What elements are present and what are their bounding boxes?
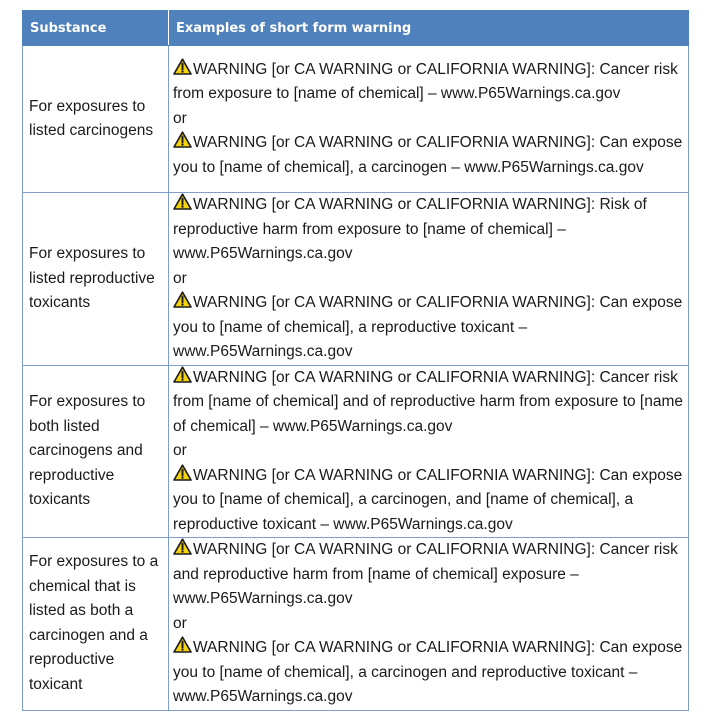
table-row — [23, 365, 689, 538]
examples-cell — [169, 538, 689, 711]
warning-example — [173, 636, 684, 710]
substance-cell: For exposures to both listed carcinogens and reproductive toxicants — [23, 365, 169, 538]
warning-triangle-icon — [173, 366, 192, 383]
warning-example — [173, 58, 684, 107]
warning-text: WARNING [or CA WARNING or CALIFORNIA WARNING]: Can expose you to [name of chemical], a carcinogen and reproductive toxicant – www.P65Warnings.ca.gov — [173, 639, 683, 705]
table-header-row — [23, 11, 689, 46]
warning-triangle-icon — [173, 131, 192, 148]
or-connector: or — [173, 614, 187, 632]
or-connector: or — [173, 442, 187, 459]
header-examples: Examples of short form warning — [169, 11, 689, 46]
table-row — [23, 46, 689, 193]
warning-text: WARNING [or CA WARNING or CALIFORNIA WARNING]: Cancer risk from [name of chemical] and of reproductive harm from exposure to [name of chemical] – www.P65Warnings.ca.gov — [173, 368, 684, 435]
warning-example — [173, 366, 684, 440]
short-form-warning-table — [22, 10, 689, 711]
or-connector: or — [173, 109, 187, 127]
warning-text: WARNING [or CA WARNING or CALIFORNIA WARNING]: Cancer risk and reproductive harm from [name of chemical] exposure – www.P65Warnings.ca.gov — [173, 541, 678, 607]
substance-cell: For exposures to a chemical that is listed as both a carcinogen and a reproductive toxicant — [23, 538, 169, 711]
warnings-table-container — [22, 10, 688, 711]
table-row — [23, 538, 689, 711]
table-row — [23, 193, 689, 366]
examples-cell — [169, 365, 689, 538]
warning-triangle-icon — [173, 636, 192, 653]
warning-triangle-icon — [173, 464, 192, 481]
warning-example — [173, 538, 684, 612]
warning-text: WARNING [or CA WARNING or CALIFORNIA WARNING]: Can expose you to [name of chemical], a reproductive toxicant – www.P65Warnings.ca.gov — [173, 294, 683, 360]
warning-text: WARNING [or CA WARNING or CALIFORNIA WARNING]: Can expose you to [name of chemical], a carcinogen, and [name of chemical], a reproductive toxicant – www.P65Warnings.ca.gov — [173, 466, 683, 533]
substance-cell: For exposures to listed reproductive toxicants — [23, 193, 169, 366]
warning-example — [173, 464, 684, 538]
warning-text: WARNING [or CA WARNING or CALIFORNIA WARNING]: Risk of reproductive harm from exposure to [name of chemical] – www.P65Warnings.ca.gov — [173, 196, 647, 262]
warning-triangle-icon — [173, 193, 192, 210]
warning-example — [173, 291, 684, 365]
warning-triangle-icon — [173, 538, 192, 555]
examples-cell — [169, 193, 689, 366]
warning-text: WARNING [or CA WARNING or CALIFORNIA WARNING]: Cancer risk from exposure to [name of chemical] – www.P65Warnings.ca.gov — [173, 60, 678, 103]
examples-cell — [169, 46, 689, 193]
warning-example — [173, 193, 684, 267]
warning-text: WARNING [or CA WARNING or CALIFORNIA WARNING]: Can expose you to [name of chemical], a carcinogen – www.P65Warnings.ca.gov — [173, 134, 683, 176]
warning-example — [173, 131, 684, 180]
substance-cell: For exposures to listed carcinogens — [23, 46, 169, 193]
warning-triangle-icon — [173, 58, 192, 75]
or-connector: or — [173, 269, 187, 287]
header-substance: Substance — [23, 11, 169, 46]
warning-triangle-icon — [173, 291, 192, 308]
